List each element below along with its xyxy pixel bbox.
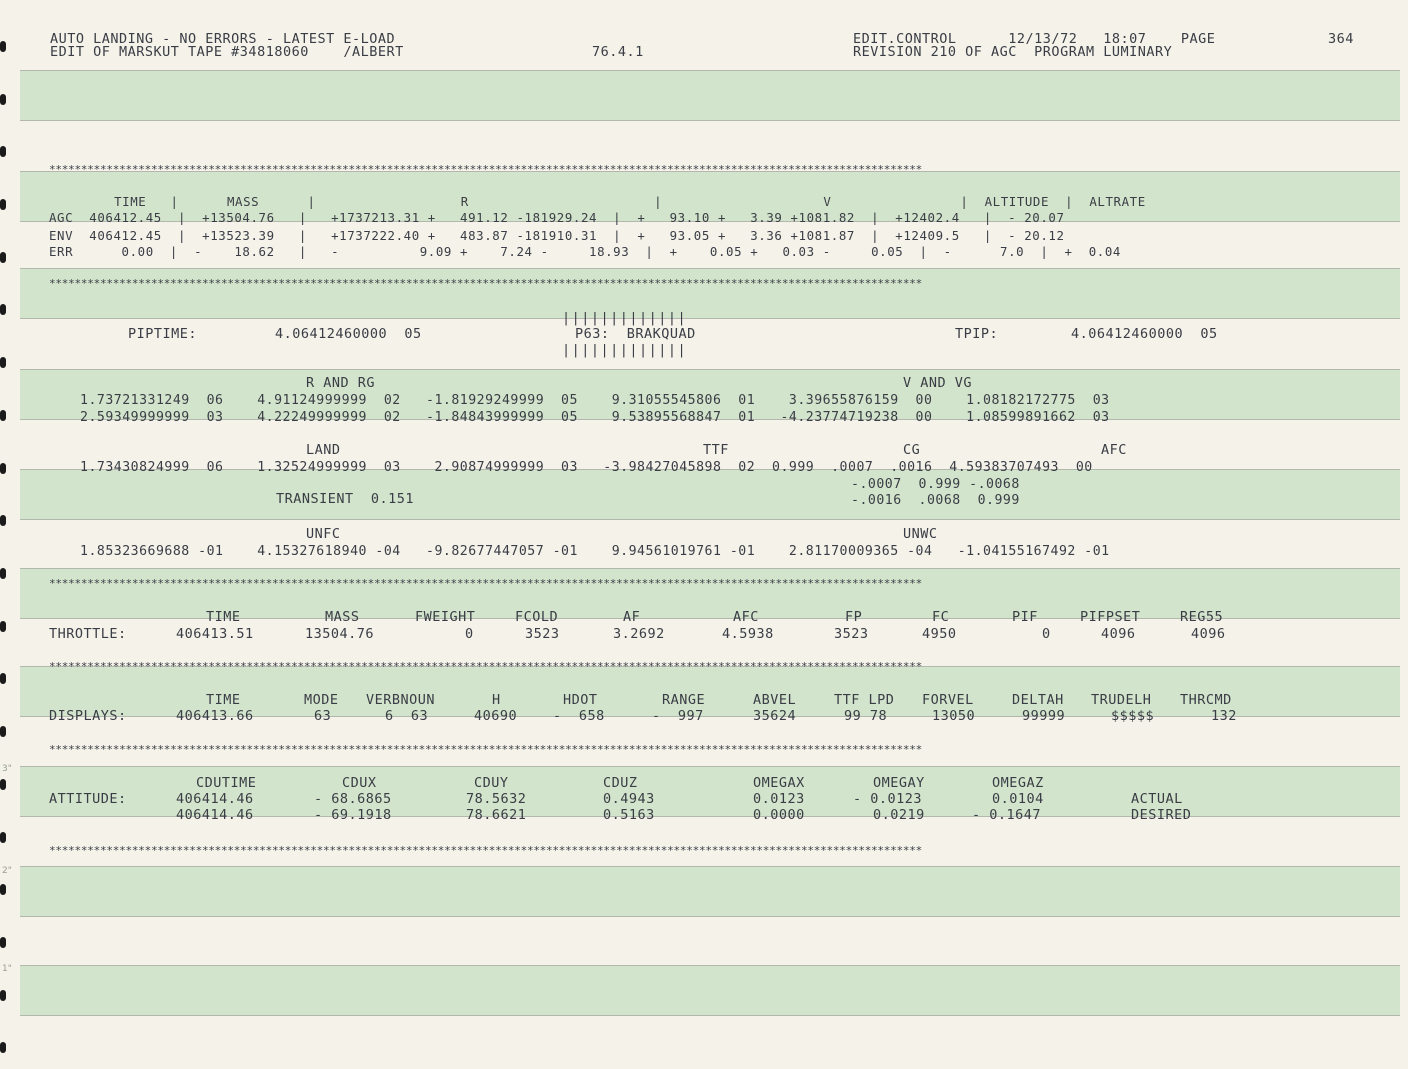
- punch-hole: [0, 779, 6, 790]
- attitude-desired-label: DESIRED: [1131, 807, 1192, 823]
- throttle-label: THROTTLE:: [49, 626, 127, 642]
- attitude-desired-value: 0.0219: [873, 807, 925, 823]
- displays-value: 35624: [753, 708, 797, 724]
- attitude-actual-label: ACTUAL: [1131, 791, 1183, 807]
- r-and-rg-label: R AND RG: [306, 375, 376, 391]
- punch-hole: [0, 199, 6, 210]
- attitude-actual-value: - 68.6865: [314, 791, 392, 807]
- program-name: P63: BRAKQUAD: [575, 326, 696, 342]
- header-revision: REVISION 210 OF AGC PROGRAM LUMINARY: [853, 44, 1173, 60]
- header-title: AUTO LANDING - NO ERRORS - LATEST E-LOAD: [50, 31, 396, 47]
- transient-value: TRANSIENT 0.151: [276, 491, 415, 507]
- vector-row-2: 2.59349999999 03 4.22249999999 02 -1.84843999999 05 9.53895568847 01 -4.23774719238 00 1.08599891662 03: [80, 410, 1110, 425]
- asterisk-separator: *****************************************************************************************************************************************: [49, 577, 923, 590]
- attitude-desired-value: - 0.1647: [972, 807, 1042, 823]
- throttle-header: PIF: [1012, 609, 1038, 625]
- attitude-header: CDUX: [342, 775, 377, 791]
- rule-line: [20, 866, 1400, 867]
- displays-header: H: [492, 692, 501, 708]
- land-row: 1.73430824999 06 1.32524999999 03 2.90874999999 03 -3.98427045898 02 0.999 .0007 .0016 4.59383707493 00: [80, 460, 1093, 475]
- state-table-header: TIME | MASS | R | V | ALTITUDE | ALTRATE: [98, 194, 1146, 209]
- displays-header: TIME: [206, 692, 241, 708]
- displays-header: ABVEL: [753, 692, 797, 708]
- punch-hole: [0, 884, 6, 895]
- rule-line: [20, 369, 1400, 370]
- punch-hole: [0, 568, 6, 579]
- attitude-header: OMEGAX: [753, 775, 805, 791]
- displays-label: DISPLAYS:: [49, 708, 127, 724]
- displays-value: 99 78: [844, 708, 888, 724]
- throttle-value: 406413.51: [176, 626, 254, 642]
- displays-value: 63: [314, 708, 332, 724]
- displays-value: 132: [1211, 708, 1237, 724]
- rule-line: [20, 318, 1400, 319]
- asterisk-separator: *****************************************************************************************************************************************: [49, 844, 923, 857]
- displays-header: TTF LPD: [834, 692, 895, 708]
- punch-hole: [0, 410, 6, 421]
- attitude-header: OMEGAZ: [992, 775, 1044, 791]
- throttle-value: 0: [1042, 626, 1051, 642]
- state-row-err: ERR 0.00 | - 18.62 | - 9.09 + 7.24 - 18.93 | + 0.05 + 0.03 - 0.05 | - 7.0 | + 0.04: [49, 244, 1121, 259]
- throttle-value: 3.2692: [613, 626, 665, 642]
- throttle-header: FCOLD: [515, 609, 559, 625]
- throttle-header: FP: [845, 609, 863, 625]
- punch-hole: [0, 515, 6, 526]
- attitude-desired-value: 0.5163: [603, 807, 655, 823]
- displays-header: VERBNOUN: [366, 692, 436, 708]
- punch-hole: [0, 252, 6, 263]
- rule-line: [20, 1015, 1400, 1016]
- header-tape-info: EDIT OF MARSKUT TAPE #34818060 /ALBERT: [50, 44, 404, 60]
- afc-label: AFC: [1101, 442, 1127, 458]
- asterisk-separator: *****************************************************************************************************************************************: [49, 277, 923, 290]
- asterisk-separator: *****************************************************************************************************************************************: [49, 660, 923, 673]
- throttle-value: 3523: [834, 626, 869, 642]
- punch-hole: [0, 463, 6, 474]
- displays-header: FORVEL: [922, 692, 974, 708]
- throttle-header: TIME: [206, 609, 241, 625]
- throttle-header: FWEIGHT: [415, 609, 476, 625]
- throttle-value: 4096: [1101, 626, 1136, 642]
- rule-line: [20, 268, 1400, 269]
- punch-hole: [0, 832, 6, 843]
- header-edit-control: EDIT.CONTROL 12/13/72 18:07 PAGE: [853, 31, 1216, 47]
- green-band: [20, 70, 1400, 120]
- margin-mark: 1": [2, 964, 12, 974]
- displays-header: THRCMD: [1180, 692, 1232, 708]
- punch-hole: [0, 990, 6, 1001]
- throttle-header: PIFPSET: [1080, 609, 1141, 625]
- throttle-header: FC: [932, 609, 950, 625]
- displays-header: TRUDELH: [1091, 692, 1152, 708]
- v-and-vg-label: V AND VG: [903, 375, 973, 391]
- header-version: 76.4.1: [592, 44, 644, 60]
- rule-line: [20, 766, 1400, 767]
- green-band: [20, 965, 1400, 1015]
- displays-header: HDOT: [563, 692, 598, 708]
- punch-hole: [0, 94, 6, 105]
- unit-vector-row: 1.85323669688 -01 4.15327618940 -04 -9.82677447057 -01 9.94561019761 -01 2.81170009365 -04 -1.04155167492 -01: [80, 544, 1110, 559]
- displays-value: $$$$$: [1111, 708, 1155, 724]
- displays-value: 99999: [1022, 708, 1066, 724]
- rule-line: [20, 519, 1400, 520]
- green-band: [20, 866, 1400, 916]
- displays-header: RANGE: [662, 692, 706, 708]
- land-label: LAND: [306, 442, 341, 458]
- attitude-header: CDUTIME: [196, 775, 257, 791]
- attitude-header: OMEGAY: [873, 775, 925, 791]
- displays-value: - 658: [553, 708, 605, 724]
- rule-line: [20, 965, 1400, 966]
- throttle-value: 3523: [525, 626, 560, 642]
- rule-line: [20, 916, 1400, 917]
- displays-value: 6 63: [385, 708, 429, 724]
- throttle-header: AF: [623, 609, 641, 625]
- state-row-agc: AGC 406412.45 | +13504.76 | +1737213.31 + 491.12 -181929.24 | + 93.10 + 3.39 +1081.82 | +12402.4 | - 20.07: [49, 210, 1065, 225]
- state-row-env: ENV 406412.45 | +13523.39 | +1737222.40 + 483.87 -181910.31 | + 93.05 + 3.36 +1081.87 | +12409.5 | - 20.12: [49, 228, 1065, 243]
- throttle-header: MASS: [325, 609, 360, 625]
- program-bars-bottom: |||||||||||||: [562, 342, 688, 358]
- displays-value: 13050: [932, 708, 976, 724]
- margin-mark: 3": [2, 764, 12, 774]
- attitude-desired-value: 406414.46: [176, 807, 254, 823]
- rule-line: [20, 70, 1400, 71]
- tpip-label: TPIP:: [955, 326, 999, 342]
- displays-value: 406413.66: [176, 708, 254, 724]
- unwc-label: UNWC: [903, 526, 938, 542]
- throttle-value: 0: [465, 626, 474, 642]
- displays-header: MODE: [304, 692, 339, 708]
- throttle-value: 13504.76: [305, 626, 375, 642]
- punch-hole: [0, 726, 6, 737]
- throttle-header: AFC: [733, 609, 759, 625]
- rule-line: [20, 568, 1400, 569]
- piptime-label: PIPTIME:: [128, 326, 198, 342]
- displays-value: - 997: [652, 708, 704, 724]
- punch-hole: [0, 357, 6, 368]
- punch-hole: [0, 937, 6, 948]
- attitude-desired-value: 78.6621: [466, 807, 527, 823]
- punch-hole: [0, 1042, 6, 1053]
- throttle-value: 4.5938: [722, 626, 774, 642]
- unfc-label: UNFC: [306, 526, 341, 542]
- tpip-value: 4.06412460000 05: [1071, 326, 1218, 342]
- program-bars-top: |||||||||||||: [562, 310, 688, 326]
- vector-row-1: 1.73721331249 06 4.91124999999 02 -1.81929249999 05 9.31055545806 01 3.39655876159 00 1.08182172775 03: [80, 393, 1110, 408]
- page-number: 364: [1328, 31, 1354, 47]
- attitude-actual-value: 0.0104: [992, 791, 1044, 807]
- attitude-desired-value: 0.0000: [753, 807, 805, 823]
- displays-header: DELTAH: [1012, 692, 1064, 708]
- asterisk-separator: *****************************************************************************************************************************************: [49, 163, 923, 176]
- cg-row-3: -.0016 .0068 0.999: [851, 493, 1020, 508]
- punch-hole: [0, 41, 6, 52]
- asterisk-separator: *****************************************************************************************************************************************: [49, 743, 923, 756]
- ttf-label: TTF: [703, 442, 729, 458]
- throttle-value: 4096: [1191, 626, 1226, 642]
- punch-hole: [0, 673, 6, 684]
- cg-label: CG: [903, 442, 921, 458]
- attitude-desired-value: - 69.1918: [314, 807, 392, 823]
- attitude-header: CDUZ: [603, 775, 638, 791]
- displays-value: 40690: [474, 708, 518, 724]
- attitude-actual-value: 406414.46: [176, 791, 254, 807]
- cg-row-2: -.0007 0.999 -.0068: [851, 477, 1020, 492]
- attitude-actual-value: 0.4943: [603, 791, 655, 807]
- punch-hole: [0, 304, 6, 315]
- margin-mark: 2": [2, 866, 12, 876]
- attitude-label: ATTITUDE:: [49, 791, 127, 807]
- rule-line: [20, 120, 1400, 121]
- punch-hole: [0, 146, 6, 157]
- piptime-value: 4.06412460000 05: [275, 326, 422, 342]
- punch-hole: [0, 621, 6, 632]
- throttle-header: REG55: [1180, 609, 1224, 625]
- green-band: [20, 469, 1400, 519]
- attitude-actual-value: - 0.0123: [853, 791, 923, 807]
- throttle-value: 4950: [922, 626, 957, 642]
- attitude-actual-value: 78.5632: [466, 791, 527, 807]
- attitude-actual-value: 0.0123: [753, 791, 805, 807]
- attitude-header: CDUY: [474, 775, 509, 791]
